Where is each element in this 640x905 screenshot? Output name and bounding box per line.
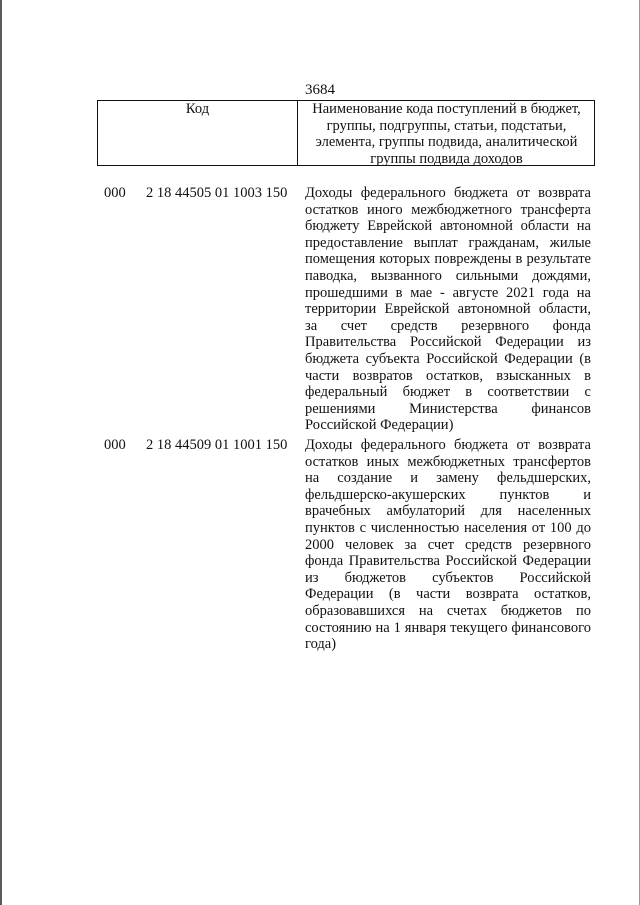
header-code-label: Код <box>185 101 210 117</box>
revenue-description: Доходы федерального бюджета от возврата остатков иных межбюджетных трансфертов на создание и замену фельдшерских, фельдшерско-акушерских пунктов и врачебных амбулаторий для населенных пунктов с численностью населения от 100 до 2000 человек за счет средств резервного фонда Правительства Российской Федерации из бюджетов субъектов Российской Федерации (в части возврата остатков, образовавшихся на счетах бюджетов по состоянию на 1 января текущего финансового года) <box>305 437 591 653</box>
revenue-code: 2 18 44505 01 1003 150 <box>146 185 288 201</box>
header-name-label: Наименование кода поступлений в бюджет, группы, подгруппы, статьи, подстатьи, элемента, группы подвида, аналитической группы подвида доходов <box>312 101 581 167</box>
scan-left-edge <box>0 0 2 905</box>
revenue-description: Доходы федерального бюджета от возврата остатков иного межбюджетного трансферта бюджету Еврейской автономной области на предоставление выплат гражданам, жилые помещения которых повреждены в результате паводка, вызванного сильными дождями, прошедшими в мае - августе 2021 года на территории Еврейской автономной области, за счет средств резервного фонда Правительства Российской Федерации из бюджета субъекта Российской Федерации (в части возвратов остатков, взысканных в федеральный бюджет в соответствии с решениями Министерства финансов Российской Федерации) <box>305 185 591 434</box>
revenue-code: 2 18 44509 01 1001 150 <box>146 437 288 453</box>
page-number: 3684 <box>305 82 335 98</box>
admin-code: 000 <box>104 185 126 201</box>
table-header <box>97 100 595 166</box>
admin-code: 000 <box>104 437 126 453</box>
